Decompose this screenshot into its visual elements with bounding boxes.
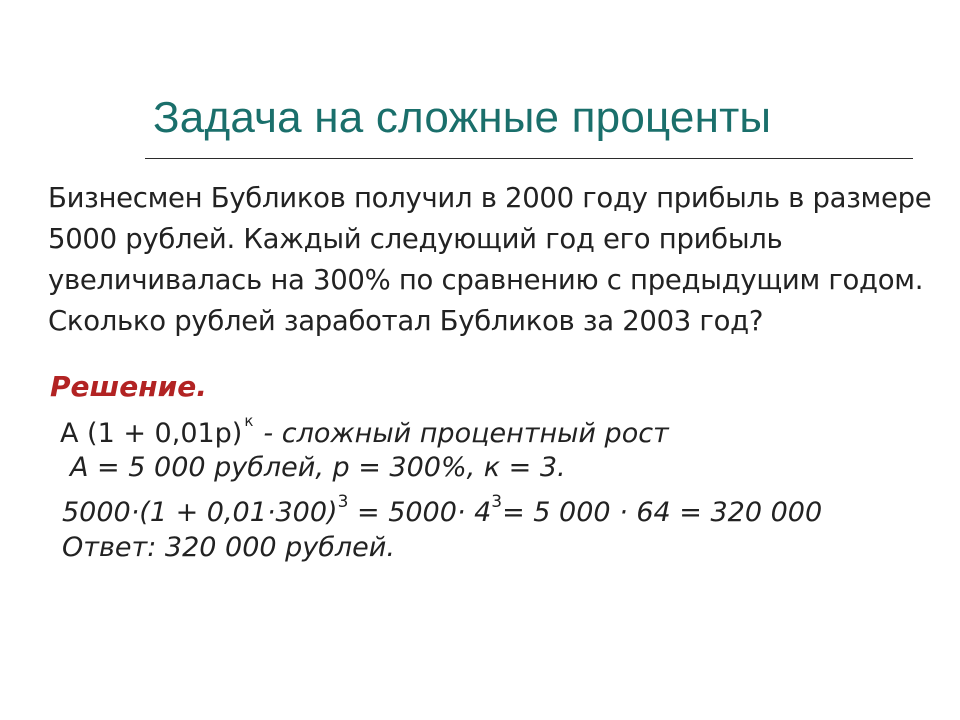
calc-exponent-1: 3	[337, 492, 349, 512]
calc-part-3: = 5 000 · 64 = 320 000	[502, 497, 823, 528]
slide-title: Задача на сложные проценты	[153, 93, 772, 142]
calculation-line	[62, 492, 822, 528]
solution-heading: Решение.	[50, 370, 207, 403]
answer-line: Ответ: 320 000 рублей.	[62, 532, 395, 563]
problem-line: Бизнесмен Бубликов получил в 2000 году прибыль в размере	[48, 182, 932, 214]
title-divider	[145, 158, 913, 159]
calc-part-1: 5000·(1 + 0,01·300)	[62, 497, 338, 528]
problem-line: 5000 рублей. Каждый следующий год его прибыль	[48, 223, 783, 255]
calc-part-2: = 5000· 4	[348, 497, 492, 528]
problem-line: увеличивалась на 300% по сравнению с предыдущим годом.	[48, 264, 924, 296]
given-values-line: A = 5 000 рублей, p = 300%, к = 3.	[70, 452, 566, 483]
formula-description: - сложный процентный рост	[263, 418, 669, 449]
calc-exponent-2: 3	[491, 492, 503, 512]
formula-base: A (1 + 0,01p)	[60, 418, 243, 449]
formula-exponent: к	[244, 412, 254, 430]
problem-line: Сколько рублей заработал Бубликов за 2003 год?	[48, 305, 764, 337]
formula-line	[60, 412, 669, 449]
problem-statement	[48, 178, 932, 342]
